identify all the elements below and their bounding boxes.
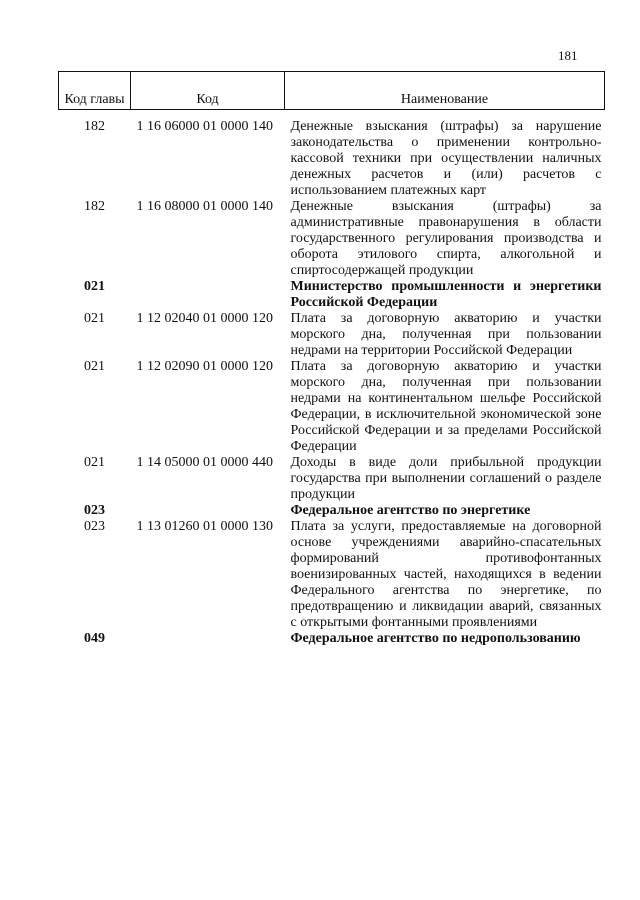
- table-row: [59, 455, 605, 503]
- header-chapter-code: Код главы: [59, 72, 131, 110]
- chapter-code-cell: 182: [84, 119, 105, 134]
- table-header: [59, 72, 605, 110]
- section-name-cell: Федеральное агентство по недропользованию: [290, 631, 581, 646]
- name-cell: Плата за услуги, предоставляемые на договорной основе учреждениями аварийно-спасательных формирований противофонтанных военизированных частей, находящихся в ведении Федерального агентства по энергетике, по предотвращению и ликвидации аварий, связанных с открытыми фонтанными проявлениями: [290, 519, 602, 630]
- code-cell: 1 13 01260 01 0000 130: [136, 519, 273, 534]
- table-row: [59, 199, 605, 279]
- code-cell: [131, 279, 285, 311]
- name-cell: Плата за договорную акваторию и участки морского дна, полученная при пользовании недрами на континентальном шельфе Российской Федерации, в исключительной экономической зоне Российской Федерации и за пределами Российской Федерации: [290, 359, 602, 454]
- name-cell: Плата за договорную акваторию и участки морского дна, полученная при пользовании недрами на территории Российской Федерации: [290, 311, 602, 358]
- chapter-code-cell: 023: [84, 519, 105, 534]
- section-name-cell: Федеральное агентство по энергетике: [290, 503, 531, 518]
- section-heading-row: [59, 503, 605, 519]
- table-row: [59, 311, 605, 359]
- chapter-code-cell: 021: [84, 279, 105, 294]
- budget-code-table: [58, 71, 605, 647]
- code-cell: [131, 631, 285, 647]
- code-cell: 1 16 06000 01 0000 140: [136, 119, 273, 134]
- code-cell: 1 12 02090 01 0000 120: [136, 359, 273, 374]
- table-row: [59, 110, 605, 200]
- code-cell: 1 16 08000 01 0000 140: [136, 199, 273, 214]
- chapter-code-cell: 021: [84, 359, 105, 374]
- section-heading-row: [59, 631, 605, 647]
- code-cell: [131, 503, 285, 519]
- table-body: [59, 110, 605, 648]
- chapter-code-cell: 023: [84, 503, 105, 518]
- code-cell: 1 12 02040 01 0000 120: [136, 311, 273, 326]
- code-cell: 1 14 05000 01 0000 440: [136, 455, 273, 470]
- chapter-code-cell: 021: [84, 455, 105, 470]
- section-heading-row: [59, 279, 605, 311]
- header-code: Код: [131, 72, 285, 110]
- table-row: [59, 359, 605, 455]
- chapter-code-cell: 021: [84, 311, 105, 326]
- header-name: Наименование: [285, 72, 605, 110]
- name-cell: Доходы в виде доли прибыльной продукции государства при выполнении соглашений о разделе продукции: [290, 455, 602, 502]
- name-cell: Денежные взыскания (штрафы) за административные правонарушения в области государственного регулирования производства и оборота этилового спирта, алкогольной и спиртосодержащей продукции: [290, 199, 602, 278]
- section-name-cell: Министерство промышленности и энергетики Российской Федерации: [290, 279, 602, 310]
- chapter-code-cell: 049: [84, 631, 105, 646]
- name-cell: Денежные взыскания (штрафы) за нарушение законодательства о применении контрольно-кассовой техники при осуществлении наличных денежных расчетов и (или) расчетов с использованием платежных карт: [290, 119, 602, 198]
- table-row: [59, 519, 605, 631]
- chapter-code-cell: 182: [84, 199, 105, 214]
- page-number: 181: [558, 48, 578, 63]
